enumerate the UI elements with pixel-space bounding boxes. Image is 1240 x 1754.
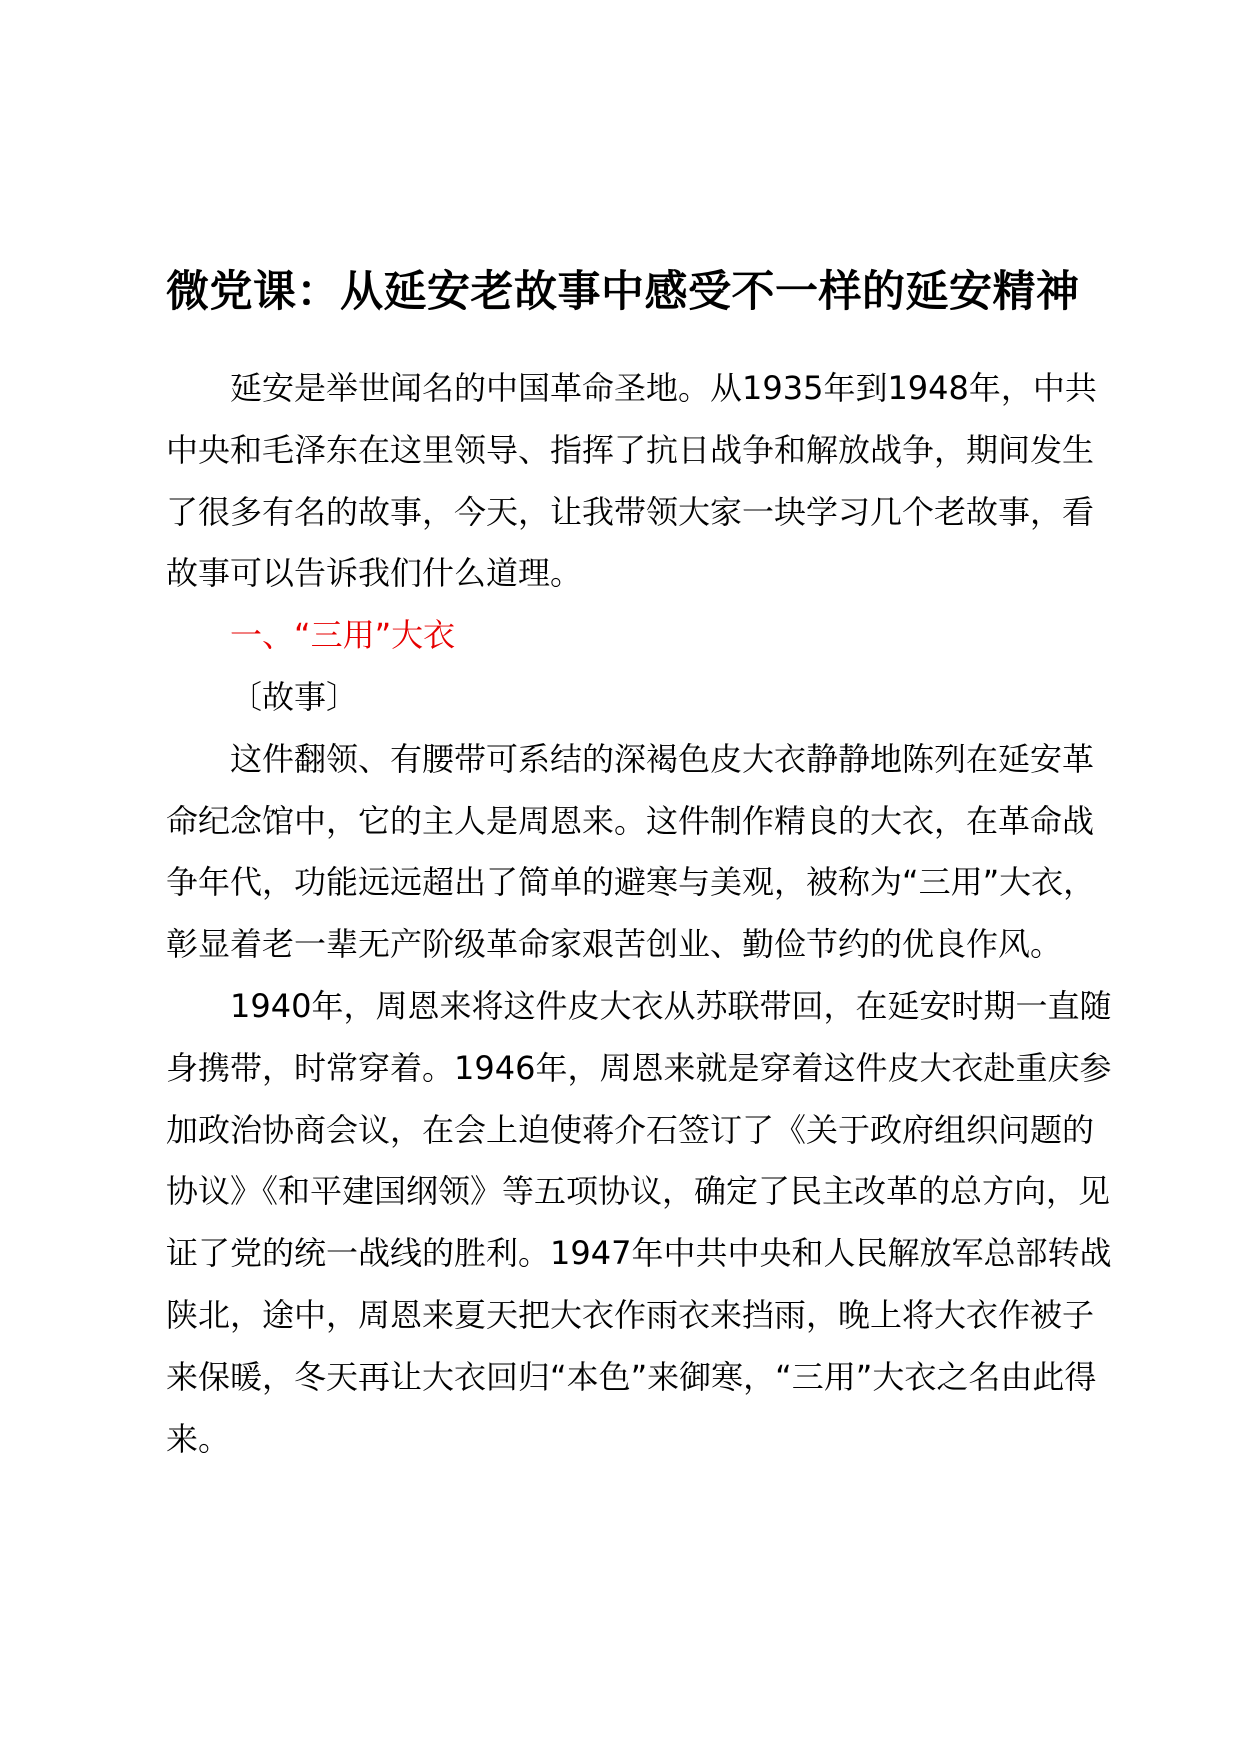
section-heading: 一、“三用”大衣 [230, 616, 456, 655]
document-body [166, 358, 1112, 1470]
story-tag: 〔故事〕 [230, 677, 359, 716]
story-paragraph-2: 1940年，周恩来将这件皮大衣从苏联带回，在延安时期一直随身携带，时常穿着。1946年，周恩来就是穿着这件皮大衣赴重庆参加政治协商会议，在会上迫使蒋介石签订了《关于政府组织问题的协议》《和平建国纲领》等五项协议，确定了民主改革的总方向，见证了党的统一战线的胜利。1947年中共中央和人民解放军总部转战陕北，途中，周恩来夏天把大衣作雨衣来挡雨，晚上将大衣作被子来保暖，冬天再让大衣回归“本色”来御寒，“三用”大衣之名由此得来。 [166, 986, 1112, 1458]
intro-paragraph: 延安是举世闻名的中国革命圣地。从1935年到1948年，中共中央和毛泽东在这里领导、指挥了抗日战争和解放战争，期间发生了很多有名的故事，今天，让我带领大家一块学习几个老故事，看故事可以告诉我们什么道理。 [166, 369, 1097, 593]
document-title: 微党课：从延安老故事中感受不一样的延安精神 [166, 267, 1080, 317]
story-paragraph-1: 这件翻领、有腰带可系结的深褐色皮大衣静静地陈列在延安革命纪念馆中，它的主人是周恩来。这件制作精良的大衣，在革命战争年代，功能远远超出了简单的避寒与美观，被称为“三用”大衣，彰显着老一辈无产阶级革命家艰苦创业、勤俭节约的优良作风。 [166, 739, 1096, 964]
